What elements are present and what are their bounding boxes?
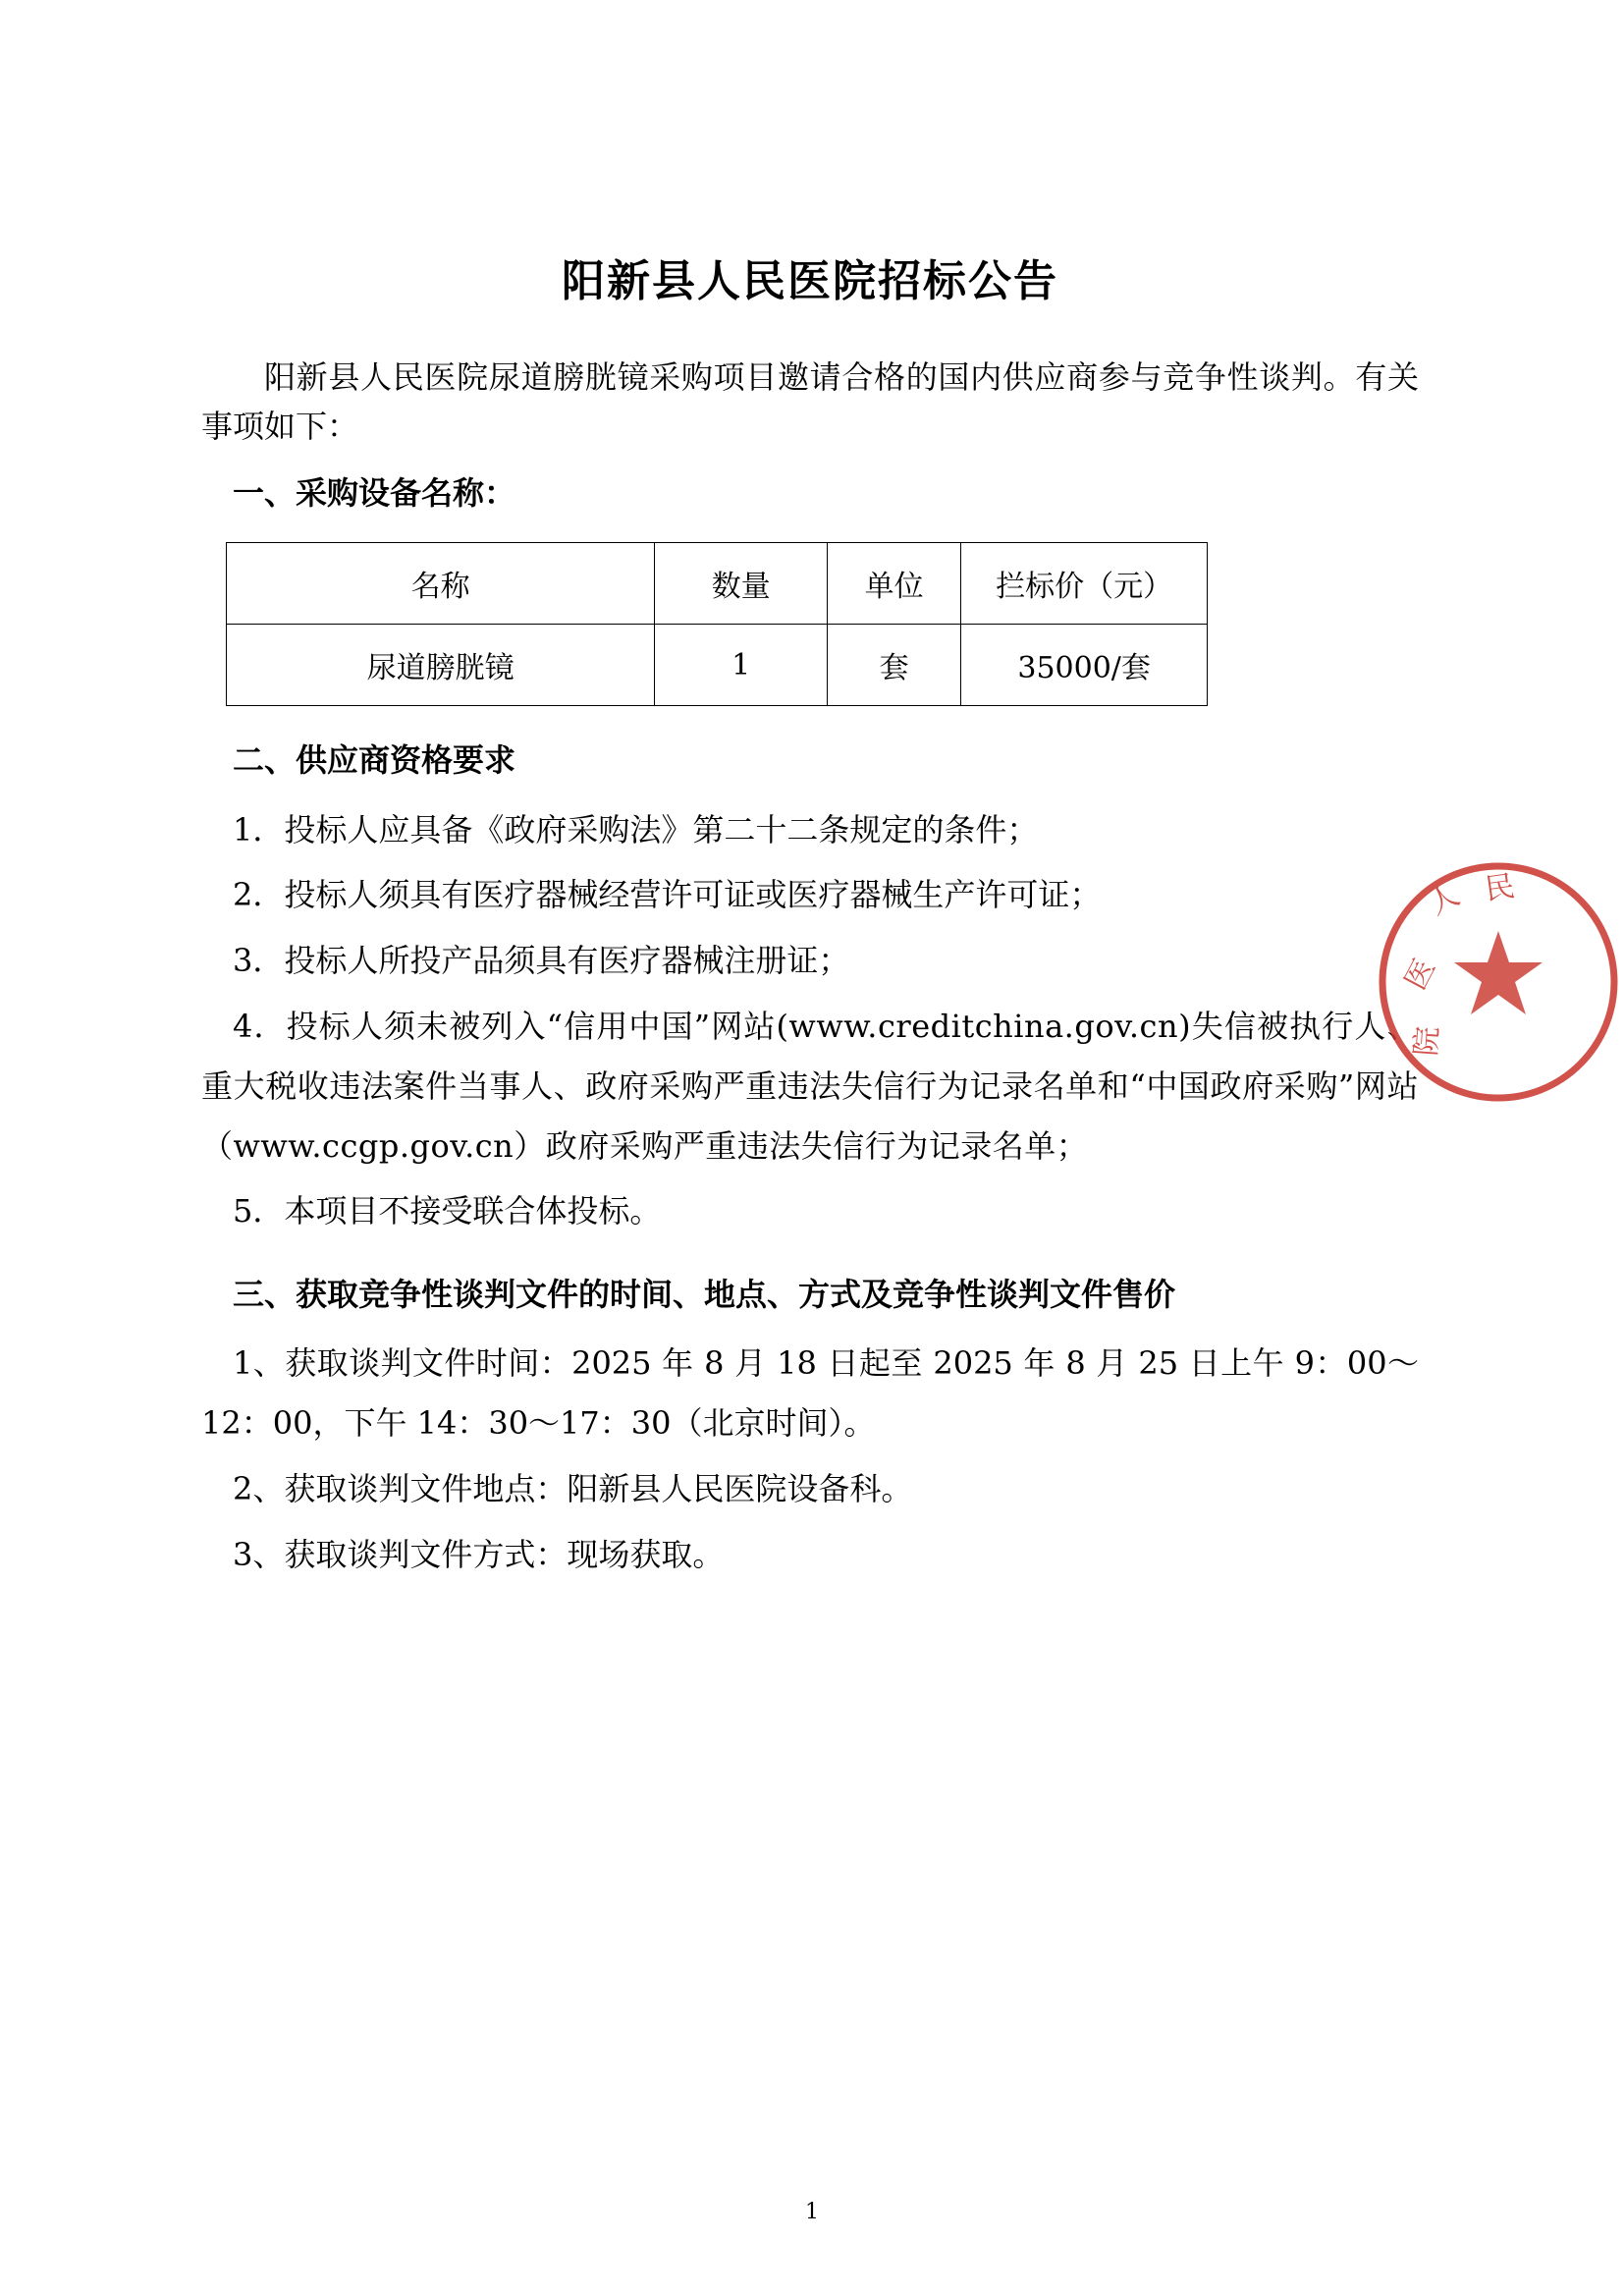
- requirement-item-4: 4．投标人须未被列入“信用中国”网站(www.creditchina.gov.cn)失信被执行人、重大税收违法案件当事人、政府采购严重违法失信行为记录名单和“中国政府采购”网站（www.ccgp.gov.cn）政府采购严重违法失信行为记录名单；: [201, 1007, 1419, 1165]
- section-2-heading: 二、供应商资格要求: [233, 741, 516, 780]
- table-header-price: 拦标价（元）: [961, 543, 1208, 625]
- requirement-item-3: 3．投标人所投产品须具有医疗器械注册证；: [233, 942, 850, 980]
- requirement-item-5: 5．本项目不接受联合体投标。: [233, 1192, 662, 1230]
- svg-text:民: 民: [1483, 869, 1517, 907]
- document-body: [201, 0, 1419, 1590]
- requirement-item-2: 2．投标人须具有医疗器械经营许可证或医疗器械生产许可证；: [233, 876, 1102, 914]
- table-header-row: [227, 543, 1208, 625]
- table-header-name: 名称: [227, 543, 655, 625]
- section-3-item-1: 1、获取谈判文件时间：2025 年 8 月 18 日起至 2025 年 8 月 25 日上午 9：00～12：00，下午 14：30～17：30（北京时间）。: [201, 1344, 1419, 1442]
- svg-text:人: 人: [1423, 878, 1466, 923]
- requirement-item-1: 1．投标人应具备《政府采购法》第二十二条规定的条件；: [233, 810, 1039, 848]
- equipment-table: [226, 542, 1208, 706]
- intro-paragraph: 阳新县人民医院尿道膀胱镜采购项目邀请合格的国内供应商参与竞争性谈判。有关事项如下：: [201, 358, 1419, 445]
- page-number: 1: [805, 2200, 819, 2224]
- page-title: 阳新县人民医院招标公告: [562, 256, 1058, 306]
- table-header-unit: 单位: [828, 543, 961, 625]
- section-3-item-3: 3、获取谈判文件方式：现场获取。: [233, 1535, 725, 1573]
- cell-name: 尿道膀胱镜: [227, 625, 655, 706]
- cell-price: 35000/套: [961, 625, 1208, 706]
- cell-unit: 套: [828, 625, 961, 706]
- svg-text:院: 院: [1409, 1025, 1446, 1058]
- section-3-heading: 三、获取竞争性谈判文件的时间、地点、方式及竞争性谈判文件售价: [233, 1276, 1176, 1314]
- table-header-quantity: 数量: [655, 543, 828, 625]
- table-row: [227, 625, 1208, 706]
- cell-quantity: 1: [655, 625, 828, 706]
- section-3-item-2: 2、获取谈判文件地点：阳新县人民医院设备科。: [233, 1469, 913, 1507]
- section-1-heading: 一、采购设备名称：: [233, 474, 516, 513]
- svg-text:医: 医: [1398, 953, 1443, 996]
